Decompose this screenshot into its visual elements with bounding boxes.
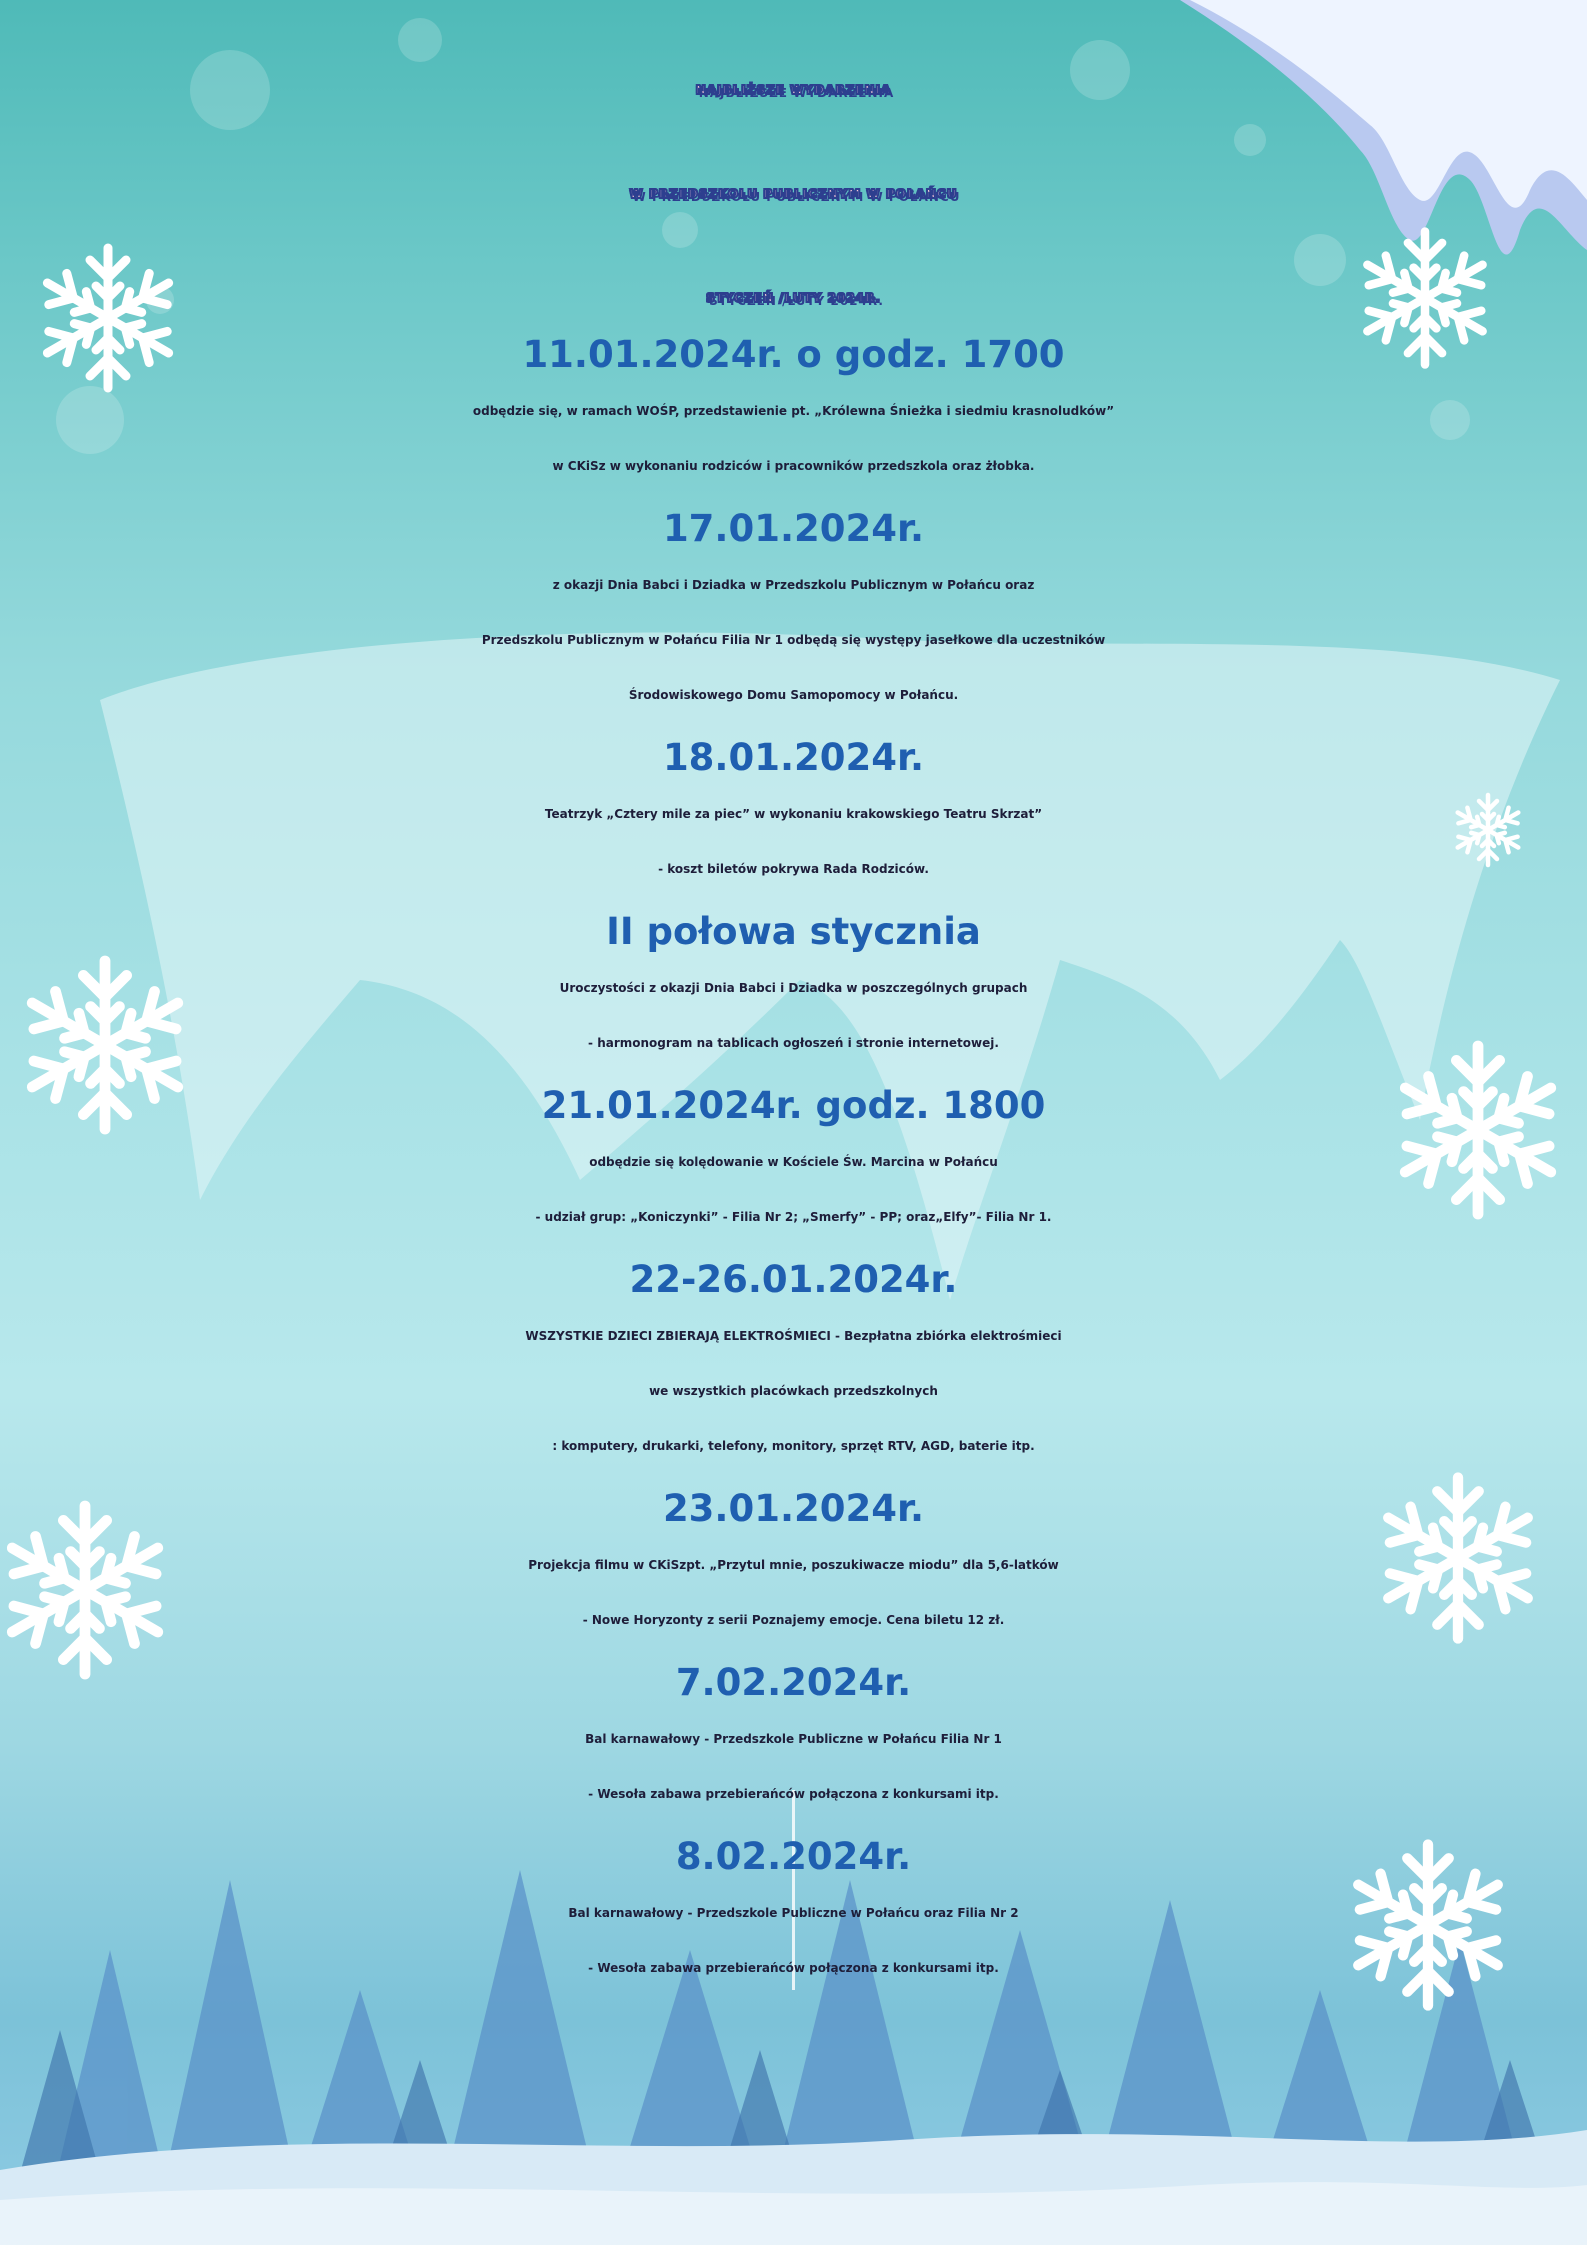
event-item	[0, 903, 1587, 1071]
event-description-line: z okazji Dnia Babci i Dziadka w Przedszkolu Publicznym w Połańcu oraz	[552, 578, 1035, 592]
event-date: 21.01.2024r. godz. 1800	[541, 1084, 1046, 1127]
event-date: II połowa stycznia	[606, 910, 981, 953]
title-line-1: NAJBLIŻSZE WYDARZENIA	[695, 83, 892, 97]
event-description-line: Projekcja filmu w CKiSzpt. „Przytul mnie, poszukiwacze miodu” dla 5,6-latków	[528, 1558, 1059, 1572]
event-date: 22-26.01.2024r.	[629, 1258, 958, 1301]
event-date: 11.01.2024r. o godz. 1700	[522, 333, 1065, 376]
event-description-line: Bal karnawałowy - Przedszkole Publiczne w Połańcu Filia Nr 1	[585, 1732, 1002, 1746]
event-description-line: Bal karnawałowy - Przedszkole Publiczne w Połańcu oraz Filia Nr 2	[568, 1906, 1019, 1920]
poster-title	[0, 38, 1587, 350]
event-description-line: Środowiskowego Domu Samopomocy w Połańcu.	[628, 688, 959, 702]
event-description-line: - koszt biletów pokrywa Rada Rodziców.	[658, 862, 929, 876]
event-description-line: odbędzie się kolędowanie w Kościele Św. Marcina w Połańcu	[589, 1155, 998, 1169]
event-date: 18.01.2024r.	[662, 736, 925, 779]
event-description-line: - harmonogram na tablicach ogłoszeń i stronie internetowej.	[588, 1036, 999, 1050]
event-item	[0, 1480, 1587, 1648]
event-description-line: : komputery, drukarki, telefony, monitory, sprzęt RTV, AGD, baterie itp.	[552, 1439, 1035, 1453]
event-description-line: - Wesoła zabawa przebierańców połączona z konkursami itp.	[588, 1961, 999, 1975]
event-description-line: Uroczystości z okazji Dnia Babci i Dziadka w poszczególnych grupach	[559, 981, 1028, 995]
event-date: 8.02.2024r.	[675, 1835, 912, 1878]
event-item	[0, 729, 1587, 897]
event-description-line: - Wesoła zabawa przebierańców połączona z konkursami itp.	[588, 1787, 999, 1801]
event-description-line: Teatrzyk „Cztery mile za piec” w wykonaniu krakowskiego Teatru Skrzat”	[544, 807, 1043, 821]
event-item	[0, 326, 1587, 494]
event-item	[0, 1077, 1587, 1245]
event-date: 23.01.2024r.	[662, 1487, 925, 1530]
title-line-3: STYCZEŃ /LUTY 2024R.	[706, 291, 881, 305]
event-item	[0, 500, 1587, 723]
event-item	[0, 1828, 1587, 1996]
event-description-line: odbędzie się, w ramach WOŚP, przedstawienie pt. „Królewna Śnieżka i siedmiu krasnoludków”	[472, 404, 1115, 418]
event-description-line: Przedszkolu Publicznym w Połańcu Filia Nr 1 odbędą się występy jasełkowe dla uczestników	[481, 633, 1106, 647]
event-description-line: - udział grup: „Koniczynki” - Filia Nr 2; „Smerfy” - PP; oraz„Elfy”- Filia Nr 1.	[535, 1210, 1052, 1224]
event-description-line: w CKiSz w wykonaniu rodziców i pracowników przedszkola oraz żłobka.	[552, 459, 1035, 473]
event-description-line: we wszystkich placówkach przedszkolnych	[649, 1384, 938, 1398]
event-list	[0, 320, 1587, 1996]
event-date: 17.01.2024r.	[662, 507, 925, 550]
event-description-line: WSZYSTKIE DZIECI ZBIERAJĄ ELEKTROŚMIECI - Bezpłatna zbiórka elektrośmieci	[525, 1329, 1062, 1343]
event-item	[0, 1654, 1587, 1822]
event-date: 7.02.2024r.	[675, 1661, 912, 1704]
event-item	[0, 1251, 1587, 1474]
title-line-2: W PRZEDSZKOLU PUBLICZNYM W POŁAŃCU	[629, 187, 958, 201]
event-description-line: - Nowe Horyzonty z serii Poznajemy emocje. Cena biletu 12 zł.	[582, 1613, 1005, 1627]
